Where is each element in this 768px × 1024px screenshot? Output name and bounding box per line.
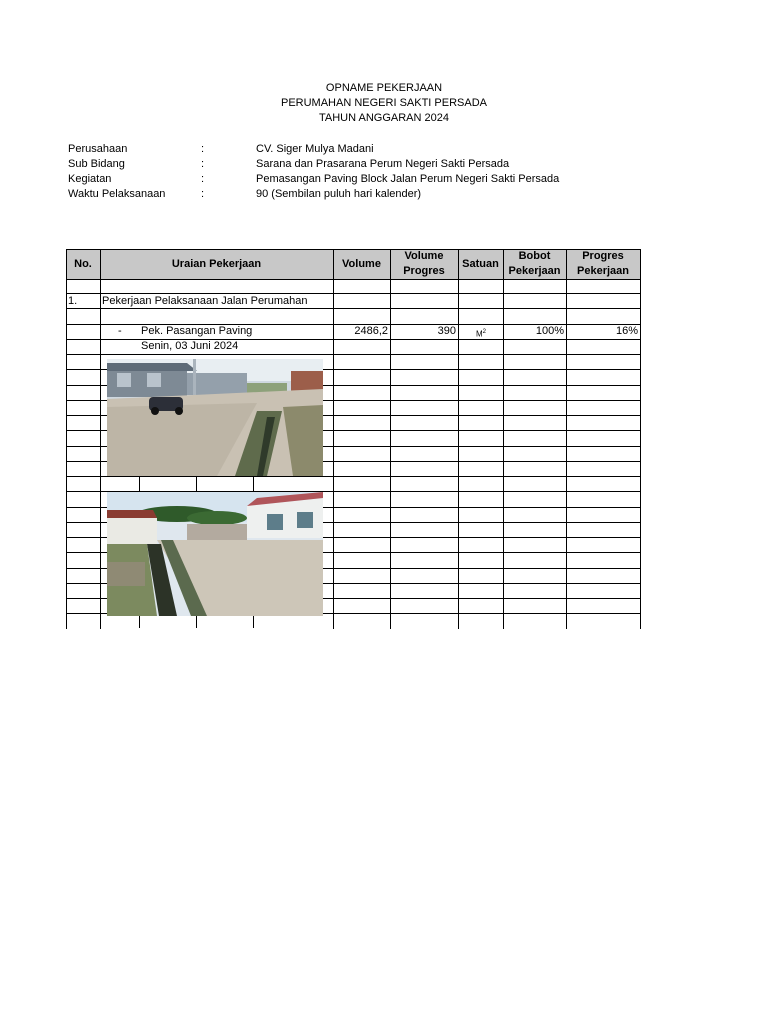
header-bobot: Bobot Pekerjaan <box>508 250 561 277</box>
sub-bidang-colon: : <box>201 158 205 170</box>
header-volume-progres: Volume Progres <box>403 250 445 277</box>
report-date: Senin, 03 Juni 2024 <box>141 340 239 352</box>
section-label: Pekerjaan Pelaksanaan Jalan Perumahan <box>102 295 308 307</box>
item-volume: 2486,2 <box>354 325 388 337</box>
section-number: 1. <box>68 295 78 307</box>
grid-vline <box>503 249 504 629</box>
perusahaan-colon: : <box>201 143 205 155</box>
waktu-value: 90 (Sembilan puluh hari kalender) <box>256 188 422 200</box>
grid-hline <box>66 308 641 309</box>
grid-vline-inner <box>196 476 197 492</box>
grid-hline <box>66 476 641 477</box>
perusahaan-label: Perusahaan <box>68 143 128 155</box>
grid-vline <box>66 249 67 629</box>
grid-vline <box>458 249 459 629</box>
grid-vline <box>566 249 567 629</box>
kegiatan-colon: : <box>201 173 205 185</box>
grid-vline <box>390 249 391 629</box>
paving-photo-1 <box>107 359 323 476</box>
header-satuan: Satuan <box>462 257 499 270</box>
header-volume: Volume <box>342 257 381 270</box>
item-dash: - <box>118 325 122 337</box>
header-progres: Progres Pekerjaan <box>577 250 629 277</box>
grid-hline <box>66 279 641 280</box>
grid-hline <box>66 354 641 355</box>
waktu-colon: : <box>201 188 205 200</box>
title-line-3: TAHUN ANGGARAN 2024 <box>318 112 449 124</box>
item-volume-progres: 390 <box>437 325 456 337</box>
header-no: No. <box>74 257 92 270</box>
sub-bidang-value: Sarana dan Prasarana Perum Negeri Sakti Persada <box>256 158 510 170</box>
grid-vline-inner <box>139 476 140 492</box>
item-satuan: $M^2$ <box>476 329 487 339</box>
header-uraian: Uraian Pekerjaan <box>171 257 262 270</box>
waktu-label: Waktu Pelaksanaan <box>68 188 166 200</box>
item-name: Pek. Pasangan Paving <box>141 325 253 337</box>
grid-vline <box>333 249 334 629</box>
grid-vline-inner <box>253 476 254 492</box>
paving-photo-2 <box>107 492 323 616</box>
item-progres: 16% <box>615 325 638 337</box>
grid-vline <box>640 249 641 629</box>
grid-vline <box>100 249 101 629</box>
title-line-1: OPNAME PEKERJAAN <box>325 82 443 94</box>
perusahaan-value: CV. Siger Mulya Madani <box>256 143 374 155</box>
item-bobot: 100% <box>535 325 564 337</box>
sub-bidang-label: Sub Bidang <box>68 158 125 170</box>
title-line-2: PERUMAHAN NEGERI SAKTI PERSADA <box>281 97 487 109</box>
kegiatan-value: Pemasangan Paving Block Jalan Perum Negeri Sakti Persada <box>256 173 560 185</box>
kegiatan-label: Kegiatan <box>68 173 112 185</box>
